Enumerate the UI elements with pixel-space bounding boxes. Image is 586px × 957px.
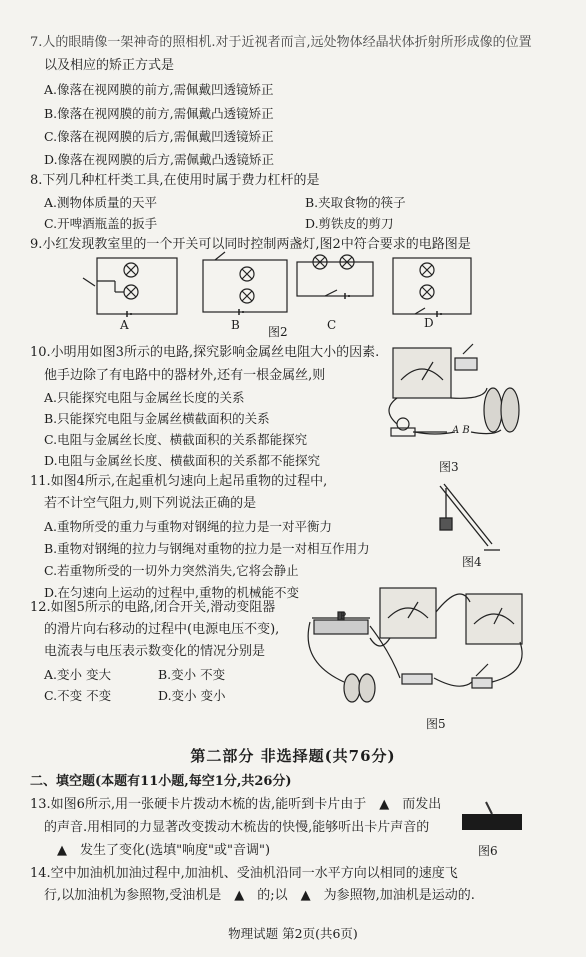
q14-line2-tail: 为参照物,加油机是运动的. (323, 888, 475, 903)
q14-line2 (44, 888, 475, 904)
q12-stem-line1: 12.如图5所示的电路,闭合开关,滑动变阻器 (30, 600, 276, 615)
q7-stem-line2: 以及相应的矫正方式是 (44, 58, 175, 73)
q14-blank-2[interactable]: ▲ (300, 888, 311, 903)
q7-stem-line1: 7.人的眼睛像一架神奇的照相机.对于近视者而言,远处物体经晶状体折射所形成像的位置 (30, 35, 532, 50)
fig2-label-c: C (327, 318, 337, 332)
q10-option-b: B.只能探究电阻与金属丝横截面积的关系 (44, 411, 270, 426)
q14-line1: 14.空中加油机加油过程中,加油机、受油机沿同一水平方向以相同的速度飞 (30, 866, 458, 881)
fig3-ab-label: A B (452, 425, 470, 436)
q7-option-b: B.像落在视网膜的前方,需佩戴凸透镜矫正 (44, 106, 274, 121)
fig5-slider-label: P (340, 612, 347, 622)
q10-stem-line1: 10.小明用如图3所示的电路,探究影响金属丝电阻大小的因素. (30, 345, 380, 360)
q13-line3 (44, 843, 270, 859)
q10-option-a: A.只能探究电阻与金属丝长度的关系 (44, 390, 245, 405)
q12-option-d: D.变小 变小 (158, 688, 226, 703)
q11-stem-line1: 11.如图4所示,在起重机匀速向上起吊重物的过程中, (30, 474, 328, 489)
fig2-label-a: A (120, 318, 129, 332)
figure-6-comb (458, 800, 528, 840)
fig6-caption: 图6 (478, 844, 498, 858)
fig2-label-d: D (424, 316, 434, 330)
part2-title: 第二部分 非选择题(共76分) (190, 747, 396, 765)
fig2-caption: 图2 (268, 325, 288, 339)
fig2-label-b: B (231, 318, 240, 332)
figure-4-crane (428, 478, 508, 558)
q9-stem: 9.小红发现教室里的一个开关可以同时控制两盏灯,图2中符合要求的电路图是 (30, 237, 471, 252)
page-footer: 物理试题 第2页(共6页) (228, 926, 358, 941)
fig3-caption: 图3 (439, 460, 459, 474)
q7-option-a: A.像落在视网膜的前方,需佩戴凹透镜矫正 (44, 82, 274, 97)
q10-option-c: C.电阻与金属丝长度、横截面积的关系都能探究 (44, 432, 308, 447)
q8-stem: 8.下列几种杠杆类工具,在使用时属于费力杠杆的是 (30, 173, 320, 188)
q14-line2-mid: 的;以 (257, 888, 288, 903)
q12-option-a: A.变小 变大 (44, 667, 111, 682)
q14-line2-text: 行,以加油机为参照物,受油机是 (44, 888, 222, 903)
section-fill-in-title: 二、填空题(本题有11小题,每空1分,共26分) (30, 774, 292, 789)
fig5-caption: 图5 (426, 717, 446, 731)
q12-stem-line3: 电流表与电压表示数变化的情况分别是 (44, 644, 266, 659)
q11-option-d: D.在匀速向上运动的过程中,重物的机械能不变 (44, 585, 300, 600)
q11-option-a: A.重物所受的重力与重物对钢绳的拉力是一对平衡力 (44, 519, 333, 534)
q13-line3-text: 发生了变化(选填"响度"或"音调") (80, 843, 271, 858)
q8-option-d: D.剪铁皮的剪刀 (305, 216, 394, 231)
q13-line2: 的声音.用相同的力显著改变拨动木梳齿的快慢,能够听出卡片声音的 (44, 820, 430, 835)
q10-stem-line2: 他手边除了有电路中的器材外,还有一根金属丝,则 (44, 368, 326, 383)
q8-option-b: B.夹取食物的筷子 (305, 195, 406, 210)
q8-option-a: A.测物体质量的天平 (44, 195, 158, 210)
q10-option-d: D.电阻与金属丝长度、横截面积的关系都不能探究 (44, 453, 321, 468)
q8-option-c: C.开啤酒瓶盖的扳手 (44, 216, 158, 231)
figure-5-circuit (300, 582, 540, 717)
q12-stem-line2: 的滑片向右移动的过程中(电源电压不变), (44, 622, 280, 637)
q7-option-c: C.像落在视网膜的后方,需佩戴凹透镜矫正 (44, 129, 274, 144)
q13-line1-text: 13.如图6所示,用一张硬卡片拨动木梳的齿,能听到卡片由于 (30, 797, 367, 812)
q11-stem-line2: 若不计空气阻力,则下列说法正确的是 (44, 496, 257, 511)
fig4-caption: 图4 (462, 555, 482, 569)
q13-line1-tail: 而发出 (402, 797, 442, 812)
q13-blank-2[interactable]: ▲ (57, 843, 67, 858)
q14-blank-1[interactable]: ▲ (234, 888, 245, 903)
q12-option-c: C.不变 不变 (44, 688, 112, 703)
q13-line1 (30, 797, 441, 813)
q7-option-d: D.像落在视网膜的后方,需佩戴凸透镜矫正 (44, 152, 275, 167)
q12-option-b: B.变小 不变 (158, 667, 226, 682)
q13-blank-1[interactable]: ▲ (379, 797, 390, 812)
figure-3-circuit (375, 340, 530, 458)
q11-option-c: C.若重物所受的一切外力突然消失,它将会静止 (44, 563, 299, 578)
q11-option-b: B.重物对钢绳的拉力与钢绳对重物的拉力是一对相互作用力 (44, 541, 370, 556)
